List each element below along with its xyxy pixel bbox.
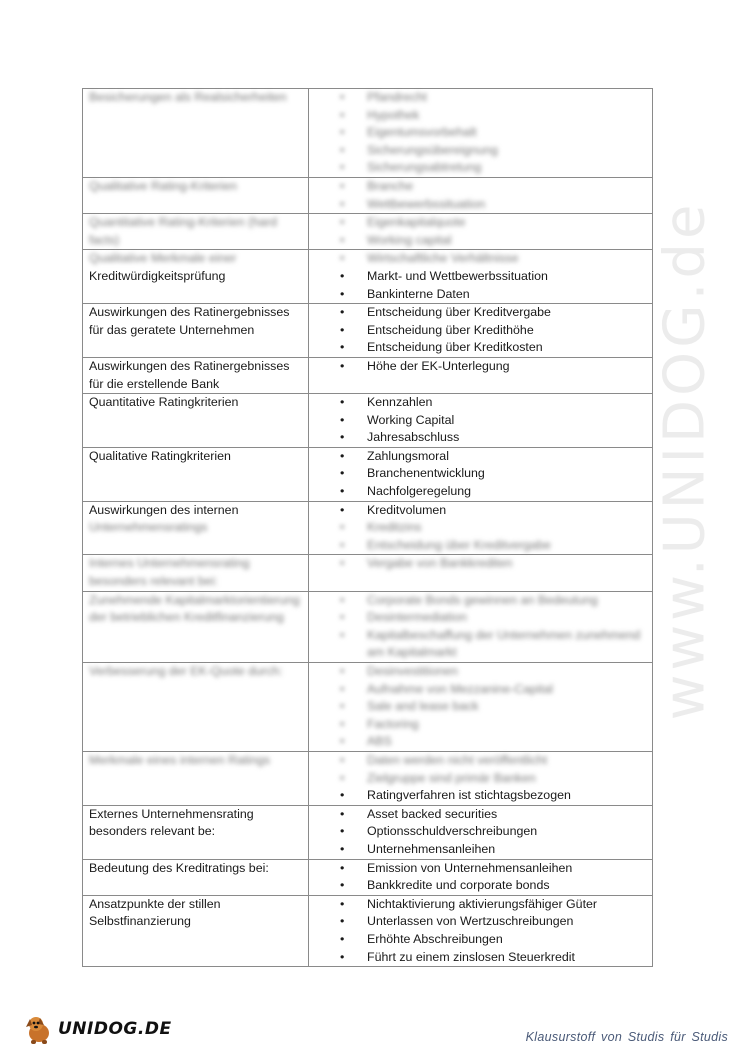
row-label-cell — [83, 250, 309, 304]
footer-tagline: Klausurstoff von Studis für Studis — [525, 1030, 728, 1044]
row-label-cell: Zunehmende Kapitalmarktorientierung der betrieblichen Kreditfinanzierung — [83, 591, 309, 662]
row-items-cell — [309, 214, 653, 250]
table-row — [83, 250, 653, 304]
bullet-list — [315, 555, 646, 573]
bullet-list — [315, 448, 646, 501]
list-item: • Entscheidung über Kreditkosten — [367, 339, 646, 357]
row-label-cell — [83, 501, 309, 555]
list-item: • Wirtschaftliche Verhältnisse — [367, 250, 646, 268]
list-item: • Working capital — [367, 232, 646, 250]
row-items-cell — [309, 394, 653, 448]
blurred-label-line: Merkmale eines internen Ratings — [89, 752, 271, 767]
list-item: • Entscheidung über Kreditvergabe — [367, 304, 646, 322]
bullet-list — [315, 394, 646, 447]
list-item: • Desinvestitionen — [367, 663, 646, 681]
row-label-cell — [83, 805, 309, 859]
list-item: • Working Capital — [367, 412, 646, 430]
list-item: • ABS — [367, 733, 646, 751]
row-label: Auswirkungen des internen — [89, 502, 239, 517]
dog-mascot-icon — [22, 1013, 56, 1045]
list-item: • Entscheidung über Kredithöhe — [367, 322, 646, 340]
list-item: • Factoring — [367, 716, 646, 734]
watermark — [640, 180, 730, 740]
row-label-cell — [83, 357, 309, 393]
bullet-list — [315, 806, 646, 859]
row-items-cell — [309, 357, 653, 393]
row-items-cell — [309, 859, 653, 895]
list-item: • Ratingverfahren ist stichtagsbezogen — [367, 787, 646, 805]
table-row — [83, 591, 653, 662]
row-items-cell — [309, 304, 653, 358]
table-row — [83, 663, 653, 752]
row-label-cell: Qualitative Rating-Kriterien — [83, 177, 309, 213]
table-row — [83, 447, 653, 501]
list-item: • Jahresabschluss — [367, 429, 646, 447]
row-label-cell — [83, 751, 309, 805]
bullet-list — [315, 502, 646, 555]
row-items-cell — [309, 555, 653, 591]
table-row — [83, 859, 653, 895]
row-label-cell: Verbesserung der EK-Quote durch: — [83, 663, 309, 752]
row-items-cell — [309, 895, 653, 966]
list-item: • Sicherungsübereignung — [367, 142, 646, 160]
bullet-list — [315, 860, 646, 895]
bullet-list — [315, 358, 646, 376]
list-item: • Entscheidung über Kreditvergabe — [367, 537, 646, 555]
table-row — [83, 394, 653, 448]
logo-text: UNIDOG.DE — [58, 1019, 172, 1039]
bullet-list — [315, 178, 646, 213]
row-label-cell — [83, 859, 309, 895]
bullet-list — [315, 89, 646, 177]
row-label-cell — [83, 447, 309, 501]
row-label-cell: Besicherungen als Realsicherheiten — [83, 89, 309, 178]
table-row — [83, 751, 653, 805]
list-item: • Eigenkapitalquote — [367, 214, 646, 232]
watermark-text: www.UNIDOG.de — [652, 200, 718, 720]
row-label: Externes Unternehmensrating besonders relevant be: — [89, 806, 254, 839]
list-item: • Bankinterne Daten — [367, 286, 646, 304]
row-items-cell — [309, 751, 653, 805]
row-label-cell — [83, 304, 309, 358]
bullet-list — [315, 896, 646, 966]
table-row — [83, 177, 653, 213]
list-item: • Sale and lease back — [367, 698, 646, 716]
table-row — [83, 214, 653, 250]
bullet-list — [315, 214, 646, 249]
table-row — [83, 895, 653, 966]
list-item: • Eigentumsvorbehalt — [367, 124, 646, 142]
list-item: • Zahlungsmoral — [367, 448, 646, 466]
row-items-cell — [309, 663, 653, 752]
list-item: • Kapitalbeschaffung der Unternehmen zunehmend am Kapitalmarkt — [367, 627, 646, 662]
table-row — [83, 555, 653, 591]
bullet-list — [315, 304, 646, 357]
list-item: • Wettbewerbssituation — [367, 196, 646, 214]
list-item: • Unternehmensanleihen — [367, 841, 646, 859]
list-item: • Markt- und Wettbewerbssituation — [367, 268, 646, 286]
list-item: • Nachfolgeregelung — [367, 483, 646, 501]
list-item: • Erhöhte Abschreibungen — [367, 931, 646, 949]
list-item: • Nichtaktivierung aktivierungsfähiger Güter — [367, 896, 646, 914]
row-items-cell — [309, 177, 653, 213]
table-row — [83, 501, 653, 555]
row-items-cell — [309, 447, 653, 501]
bullet-list — [315, 663, 646, 751]
summary-table — [82, 88, 653, 967]
list-item: • Kreditvolumen — [367, 502, 646, 520]
row-label-cell — [83, 895, 309, 966]
list-item: • Desintermediation — [367, 609, 646, 627]
row-label-cell: Internes Unternehmensrating besonders relevant bei: — [83, 555, 309, 591]
row-label-cell — [83, 394, 309, 448]
table-row — [83, 89, 653, 178]
bullet-list — [315, 752, 646, 805]
row-label: Bedeutung des Kreditratings bei: — [89, 860, 269, 875]
row-items-cell — [309, 89, 653, 178]
bullet-list — [315, 250, 646, 303]
row-label: Qualitative Ratingkriterien — [89, 448, 231, 463]
row-label: Kreditwürdigkeitsprüfung — [89, 268, 226, 283]
list-item: • Corporate Bonds gewinnen an Bedeutung — [367, 592, 646, 610]
list-item: • Optionsschuldverschreibungen — [367, 823, 646, 841]
list-item: • Branche — [367, 178, 646, 196]
list-item: • Asset backed securities — [367, 806, 646, 824]
list-item: • Emission von Unternehmensanleihen — [367, 860, 646, 878]
row-items-cell — [309, 250, 653, 304]
list-item: • Höhe der EK-Unterlegung — [367, 358, 646, 376]
list-item: • Daten werden nicht veröffentlicht — [367, 752, 646, 770]
list-item: • Aufnahme von Mezzanine-Capital — [367, 681, 646, 699]
row-items-cell — [309, 805, 653, 859]
list-item: • Unterlassen von Wertzuschreibungen — [367, 913, 646, 931]
list-item: • Pfandrecht — [367, 89, 646, 107]
row-items-cell — [309, 501, 653, 555]
row-items-cell — [309, 591, 653, 662]
list-item: • Vergabe von Bankkrediten — [367, 555, 646, 573]
list-item: • Bankkredite und corporate bonds — [367, 877, 646, 895]
blurred-label-line: Qualitative Merkmale einer — [89, 251, 237, 266]
list-item: • Kreditzins — [367, 519, 646, 537]
row-label: Auswirkungen des Ratinergebnisses für das geratete Unternehmen — [89, 305, 290, 337]
list-item: • Sicherungsabtretung — [367, 159, 646, 177]
row-label: Ansatzpunkte der stillen Selbstfinanzierung — [89, 896, 221, 929]
list-item: • Führt zu einem zinslosen Steuerkredit — [367, 949, 646, 967]
list-item: • Hypothek — [367, 107, 646, 125]
bullet-list — [315, 592, 646, 662]
unidog-logo[interactable] — [22, 1013, 172, 1045]
list-item: • Kennzahlen — [367, 394, 646, 412]
blurred-label-line: Unternehmensratings — [89, 520, 208, 535]
table-row — [83, 304, 653, 358]
list-item: • Zielgruppe sind primär Banken — [367, 770, 646, 788]
row-label-cell: Quantitative Rating-Kriterien (hard facts) — [83, 214, 309, 250]
row-label: Auswirkungen des Ratinergebnisses für die erstellende Bank — [89, 358, 290, 391]
row-label: Quantitative Ratingkriterien — [89, 395, 239, 410]
table-row — [83, 357, 653, 393]
list-item: • Branchenentwicklung — [367, 465, 646, 483]
table-row — [83, 805, 653, 859]
